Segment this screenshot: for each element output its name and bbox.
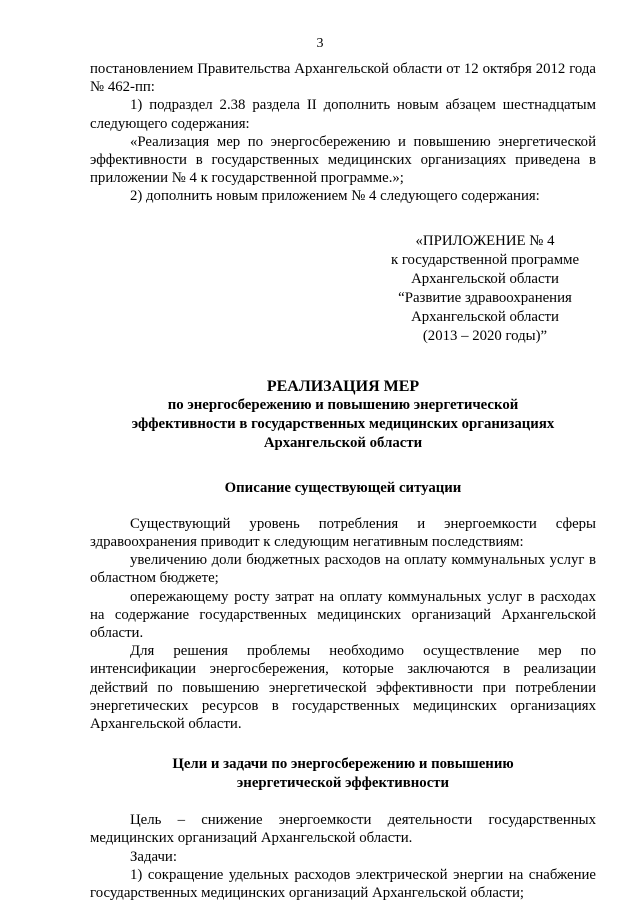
- section2-paragraph-1: Цель – снижение энергоемкости деятельности государственных медицинских организаций Архангельской области.: [90, 812, 596, 847]
- title-line: по энергосбережению и повышению энергетической: [167, 396, 519, 413]
- section-heading-situation: Описание существующей ситуации: [224, 479, 462, 496]
- document-title: [90, 377, 596, 453]
- intro-paragraph-4: 2) дополнить новым приложением № 4 следующего содержания:: [130, 188, 540, 205]
- appendix-line: «ПРИЛОЖЕНИЕ № 4: [415, 232, 555, 249]
- document-body: [90, 60, 596, 902]
- page-number: 3: [316, 36, 324, 51]
- intro-paragraph-3: «Реализация мер по энергосбережению и повышению энергетической эффективности в государственных медицинских организациях приведена в приложении № 4 к государственной программе.»;: [90, 133, 596, 187]
- appendix-line: Архангельской области: [411, 270, 559, 287]
- section1-paragraph-2: увеличению доли бюджетных расходов на оплату коммунальных услуг в областном бюджете;: [90, 552, 596, 587]
- heading-line: Цели и задачи по энергосбережению и повышению: [172, 756, 514, 773]
- title-line: Архангельской области: [263, 434, 423, 451]
- section-heading-goals: [90, 755, 596, 793]
- appendix-line: “Развитие здравоохранения: [398, 289, 572, 306]
- section1-paragraph-1: Существующий уровень потребления и энергоемкости сферы здравоохранения приводит к следующим негативным последствиям:: [90, 515, 596, 551]
- intro-paragraph-2: 1) подраздел 2.38 раздела II дополнить новым абзацем шестнадцатым следующего содержания:: [90, 97, 596, 132]
- section2-paragraph-3: 1) сокращение удельных расходов электрической энергии на снабжение государственных медицинских организаций Архангельской области;: [90, 866, 596, 902]
- section1-paragraph-3: опережающему росту затрат на оплату коммунальных услуг в расходах на содержание государственных медицинских организаций Архангельской области.: [90, 588, 596, 642]
- intro-paragraph-1: постановлением Правительства Архангельской области от 12 октября 2012 года № 462-пп:: [90, 61, 596, 96]
- title-line: эффективности в государственных медицинских организациях: [131, 415, 555, 432]
- section2-paragraph-2: Задачи:: [130, 848, 177, 865]
- appendix-line: к государственной программе: [390, 251, 580, 268]
- heading-line: энергетической эффективности: [236, 775, 450, 792]
- appendix-header: [374, 232, 596, 346]
- title-line: РЕАЛИЗАЦИЯ МЕР: [266, 377, 420, 395]
- appendix-line: (2013 – 2020 годы)”: [422, 327, 548, 344]
- appendix-line: Архангельской области: [411, 308, 559, 325]
- section1-paragraph-4: Для решения проблемы необходимо осуществление мер по интенсификации энергосбережения, которые заключаются в реализации действий по повышению энергетической эффективности при потреблении энергетических ресурсов в государственных медицинских организациях Архангельской области.: [90, 643, 596, 733]
